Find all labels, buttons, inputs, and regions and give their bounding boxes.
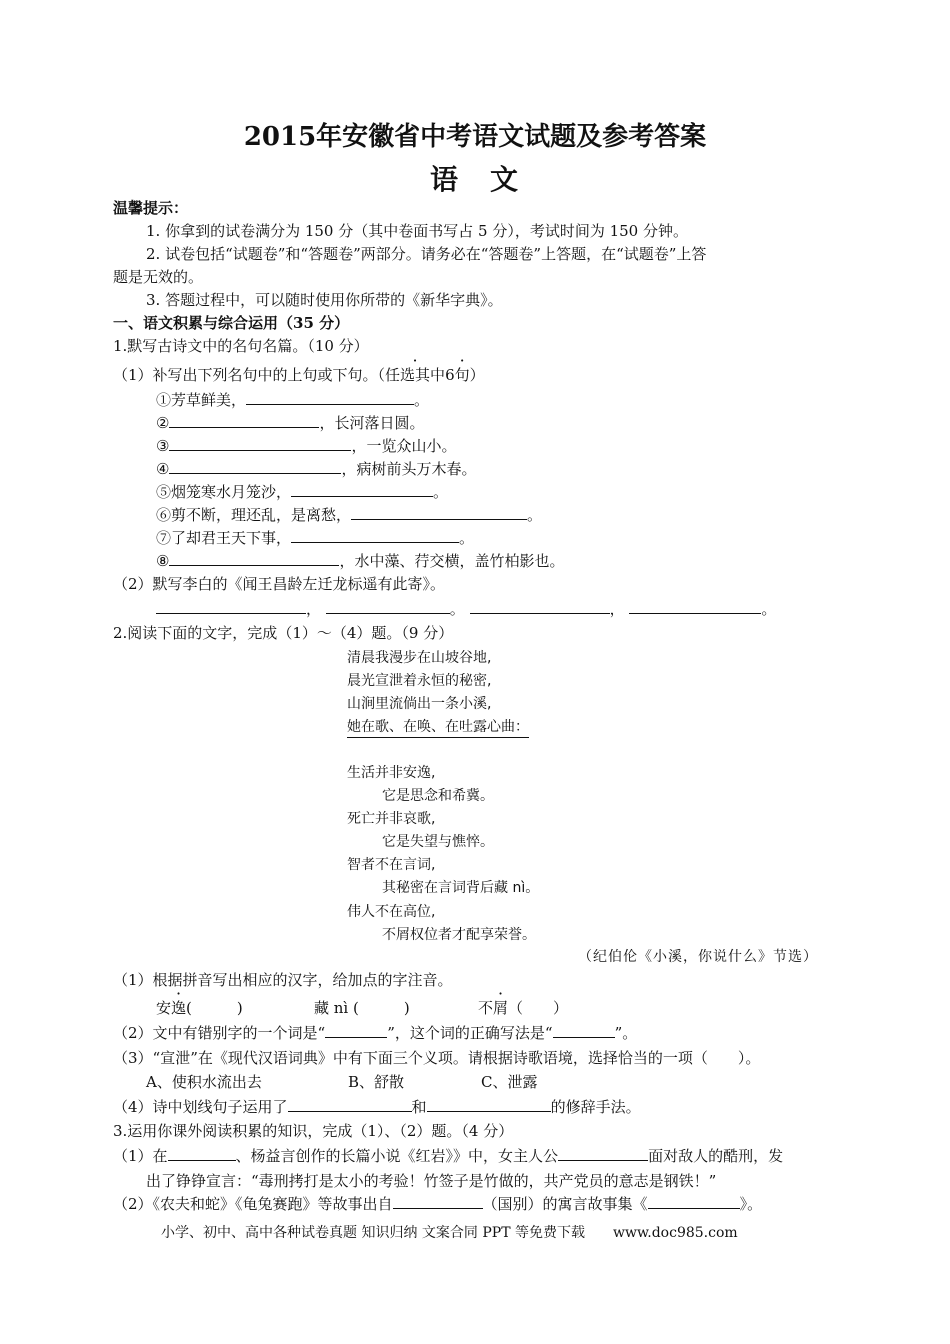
q1-line-6: ⑥剪不断，理还乱，是离愁， 。	[156, 506, 543, 524]
answer-blank[interactable]	[648, 1194, 740, 1209]
answer-blank[interactable]	[169, 436, 351, 451]
section-heading: 一、语文积累与综合运用（35 分）	[113, 314, 350, 332]
answer-blank[interactable]	[291, 528, 459, 543]
option-b: B、舒散	[348, 1073, 405, 1091]
answer-blank[interactable]	[291, 482, 433, 497]
page-subtitle: 语 文	[429, 163, 520, 196]
answer-blank[interactable]	[351, 505, 527, 520]
q3-stem: 3.运用你课外阅读积累的知识，完成（1）、（2）题。（4 分）	[113, 1122, 514, 1140]
option-a: A、使积水流出去	[146, 1073, 262, 1091]
tip-3: 3. 答题过程中，可以随时使用你所带的《新华字典》。	[146, 291, 503, 309]
answer-blank[interactable]	[168, 1146, 236, 1161]
poem-line: 伟人不在高位,	[347, 904, 436, 920]
answer-blank[interactable]	[427, 1097, 551, 1112]
answer-blank[interactable]	[325, 1023, 387, 1038]
q3-sub2: （2）《农夫和蛇》《龟兔赛跑》等故事出自 （国别）的寓言故事集《 》。	[113, 1195, 763, 1213]
q2-sub4: （4）诗中划线句子运用了 和 的修辞手法。	[113, 1098, 641, 1116]
poem-line: 晨光宣泄着永恒的秘密,	[347, 673, 492, 689]
poem-line: 山涧里流倘出一条小溪,	[347, 696, 492, 712]
q3-sub1: （1）在 、杨益言创作的长篇小说《红岩》》中，女主人公 面对敌人的酷刑，发	[113, 1147, 784, 1165]
answer-blank[interactable]	[246, 390, 414, 405]
answer-blank[interactable]	[169, 551, 339, 566]
footer: 小学、初中、高中各种试卷真题 知识归纳 文案合同 PPT 等免费下载 www.doc985.com	[161, 1225, 738, 1241]
poem-line: 清晨我漫步在山坡谷地,	[347, 650, 492, 666]
answer-blank[interactable]	[326, 599, 450, 614]
q1-line-2: ② ，长河落日圆。	[156, 414, 425, 432]
option-c: C、泄露	[481, 1073, 538, 1091]
tip-1: 1. 你拿到的试卷满分为 150 分（其中卷面书写占 5 分），考试时间为 150 分钟。	[146, 222, 688, 240]
q2-sub1: （1）根据拼音写出相应的汉字，给加点的字注音。	[113, 971, 453, 989]
q1-line-8: ⑧ ，水中藻、荇交横，盖竹柏影也。	[156, 552, 565, 570]
q1-sub2: （2）默写李白的《闻王昌龄左迁龙标遥有此寄》。	[113, 575, 446, 593]
q1-line-1: ①芳草鲜美， 。	[156, 391, 430, 409]
answer-blank[interactable]	[156, 599, 306, 614]
poem-line: 它是失望与憔悴。	[382, 834, 494, 850]
answer-blank[interactable]	[169, 459, 341, 474]
tip-2-cont: 题是无效的。	[113, 268, 204, 286]
q1-line-4: ④ ，病树前头万木春。	[156, 460, 477, 478]
poem-source: （纪伯伦《小溪，你说什么》节选）	[578, 949, 818, 965]
poem-line: 它是思念和希冀。	[382, 788, 494, 804]
q2-sub1-item-a: 安逸( )	[156, 999, 243, 1017]
q1-line-3: ③ ，一览众山小。	[156, 437, 457, 455]
q1-line-7: ⑦了却君王天下事， 。	[156, 529, 475, 547]
q2-sub1-item-c: 不屑（ ）	[478, 999, 569, 1017]
answer-blank[interactable]	[393, 1194, 483, 1209]
answer-blank[interactable]	[553, 1023, 615, 1038]
q1-stem: 1.默写古诗文中的名句名篇。（10 分）	[113, 337, 369, 355]
answer-blank[interactable]	[629, 599, 761, 614]
q2-sub1-item-b: 藏 nì ( )	[314, 999, 410, 1017]
answer-blank[interactable]	[470, 599, 610, 614]
q3-sub1-cont: 出了铮铮宣言：“毒刑拷打是太小的考验！竹签子是竹做的，共产党员的意志是钢铁！”	[146, 1172, 717, 1190]
answer-blank[interactable]	[288, 1097, 412, 1112]
q1-sub1: （1）补写出下列名句中的上句或下句。（任选其中6句）	[113, 366, 485, 384]
poem-line: 其秘密在言词背后藏 nì。	[382, 880, 540, 896]
page-title: 2015年安徽省中考语文试题及参考答案	[243, 122, 707, 152]
q2-sub2: （2）文中有错别字的一个词是“ ”，这个词的正确写法是“ ”。	[113, 1024, 638, 1042]
poem-line-underlined: 她在歌、在唤、在吐露心曲：	[347, 716, 529, 738]
tips-heading: 温馨提示：	[113, 199, 189, 217]
tip-2: 2. 试卷包括“试题卷”和“答题卷”两部分。请务必在“答题卷”上答题，在“试题卷”上答	[146, 245, 707, 263]
poem-line: 生活并非安逸,	[347, 765, 436, 781]
q1-poem-blanks: ， 。 ， 。	[156, 598, 776, 619]
q2-stem: 2.阅读下面的文字，完成（1）～（4）题。（9 分）	[113, 624, 454, 642]
q2-sub3: （3）“宣泄”在《现代汉语词典》中有下面三个义项。请根据诗歌语境，选择恰当的一项（ ）。	[113, 1049, 761, 1067]
poem-line: 不屑权位者才配享荣誉。	[382, 927, 536, 943]
answer-blank[interactable]	[169, 413, 319, 428]
q1-line-5: ⑤烟笼寒水月笼沙， 。	[156, 483, 449, 501]
poem-line: 死亡并非哀歌,	[347, 811, 436, 827]
poem-line: 智者不在言词,	[347, 857, 436, 873]
answer-blank[interactable]	[558, 1146, 648, 1161]
